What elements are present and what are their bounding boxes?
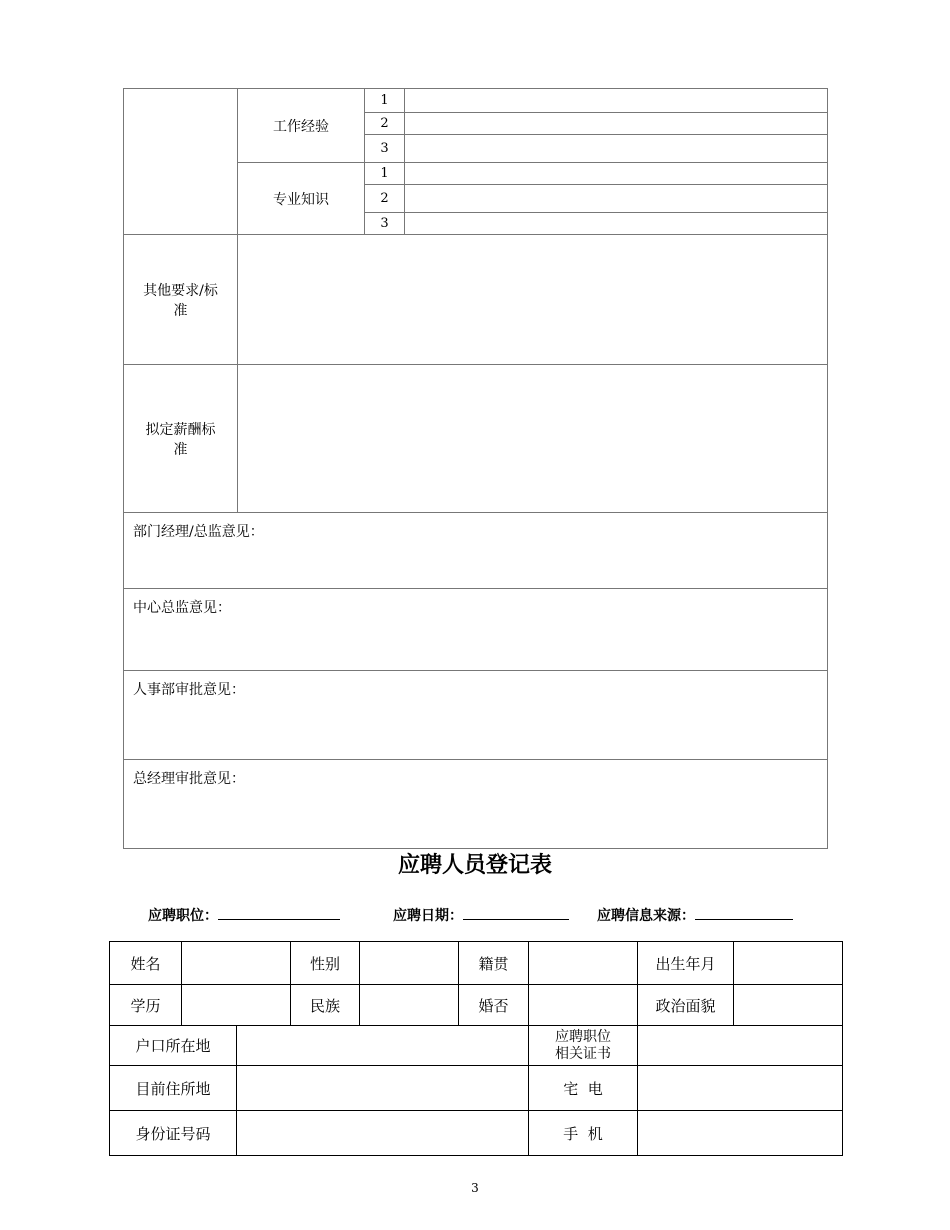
professional-knowledge-item-field[interactable] [405,163,828,185]
native-place-label: 籍贯 [459,942,529,985]
native-place-field[interactable] [529,942,638,985]
ethnicity-field[interactable] [360,985,459,1026]
date-blank[interactable] [463,905,569,920]
professional-knowledge-item-number: 2 [365,185,405,213]
blank-category-cell [124,89,238,235]
mobile-label: 手 机 [529,1111,638,1156]
other-requirements-label-line2: 准 [173,302,188,319]
date-label: 应聘日期： [393,908,463,924]
certificates-field[interactable] [638,1026,843,1066]
marital-label: 婚否 [459,985,529,1026]
source-label: 应聘信息来源： [597,908,695,924]
political-label: 政治面貌 [638,985,734,1026]
position-label: 应聘职位： [148,908,218,924]
id-number-label: 身份证号码 [110,1111,237,1156]
certificates-label [529,1026,638,1066]
work-experience-label: 工作经验 [238,89,365,163]
center-director-opinion-field[interactable] [124,589,828,671]
education-label: 学历 [110,985,182,1026]
gender-label: 性别 [291,942,360,985]
mobile-field[interactable] [638,1111,843,1156]
job-requirements-table [123,88,828,849]
hukou-field[interactable] [237,1026,529,1066]
page-number: 3 [471,1181,479,1195]
professional-knowledge-label: 专业知识 [238,163,365,235]
birth-date-field[interactable] [734,942,843,985]
birth-date-label: 出生年月 [638,942,734,985]
work-experience-item-field[interactable] [405,135,828,163]
center-director-opinion-label: 中心总监意见： [133,600,231,616]
work-experience-item-number: 2 [365,113,405,135]
position-field [148,905,340,925]
proposed-salary-field[interactable] [238,365,828,513]
hukou-label: 户口所在地 [110,1026,237,1066]
work-experience-item-number: 1 [365,89,405,113]
name-field[interactable] [182,942,291,985]
professional-knowledge-item-field[interactable] [405,213,828,235]
registration-header-fields [0,905,950,927]
gm-approval-opinion-label: 总经理审批意见： [133,771,245,787]
registration-table [109,941,843,1156]
work-experience-item-field[interactable] [405,89,828,113]
position-blank[interactable] [218,905,340,920]
work-experience-item-number: 3 [365,135,405,163]
dept-manager-opinion-field[interactable] [124,513,828,589]
other-requirements-label-line1: 其他要求/标 [143,282,218,299]
date-field [393,905,569,925]
name-label: 姓名 [110,942,182,985]
professional-knowledge-item-number: 3 [365,213,405,235]
certificates-label-line1: 应聘职位 [555,1028,611,1045]
political-field[interactable] [734,985,843,1026]
gender-field[interactable] [360,942,459,985]
source-blank[interactable] [695,905,793,920]
registration-form-title: 应聘人员登记表 [397,853,552,878]
id-number-field[interactable] [237,1111,529,1156]
home-phone-label: 宅 电 [529,1066,638,1111]
marital-field[interactable] [529,985,638,1026]
hr-approval-opinion-label: 人事部审批意见： [133,682,245,698]
home-phone-field[interactable] [638,1066,843,1111]
gm-approval-opinion-field[interactable] [124,760,828,849]
proposed-salary-label-line1: 拟定薪酬标 [145,421,216,438]
source-field [597,905,793,925]
certificates-label-line2: 相关证书 [555,1045,611,1062]
education-field[interactable] [182,985,291,1026]
current-address-field[interactable] [237,1066,529,1111]
other-requirements-field[interactable] [238,235,828,365]
proposed-salary-label-line2: 准 [173,441,188,458]
other-requirements-label [124,235,238,365]
professional-knowledge-item-number: 1 [365,163,405,185]
work-experience-item-field[interactable] [405,113,828,135]
proposed-salary-label [124,365,238,513]
ethnicity-label: 民族 [291,985,360,1026]
hr-approval-opinion-field[interactable] [124,671,828,760]
professional-knowledge-item-field[interactable] [405,185,828,213]
dept-manager-opinion-label: 部门经理/总监意见： [133,524,264,540]
current-address-label: 目前住所地 [110,1066,237,1111]
